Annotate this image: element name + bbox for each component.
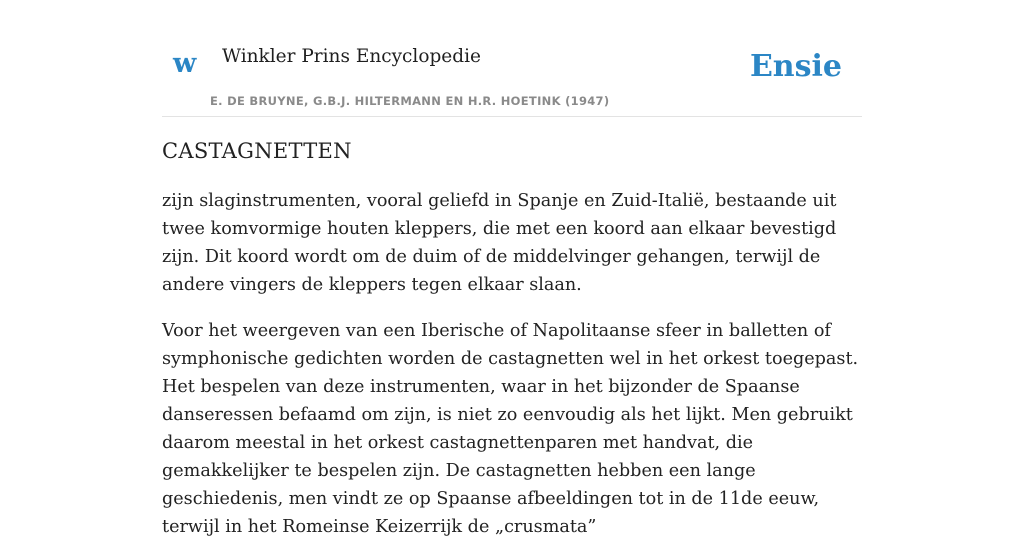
article bbox=[162, 138, 862, 559]
authors-line: E. DE BRUYNE, G.B.J. HILTERMANN EN H.R. HOETINK (1947) bbox=[210, 94, 610, 108]
article-paragraph: Voor het weergeven van een Iberische of Napolitaanse sfeer in balletten of symphonische gedichten worden de castagnetten wel in het orkest toegepast. Het bespelen van deze instrumenten, waar in het bijzonder de Spaanse danseressen befaamd om zijn, is niet zo eenvoudig als het lijkt. Men gebruikt daarom meestal in het orkest castagnettenparen met handvat, die gemakkelijker te bespelen zijn. De castagnetten hebben een lange geschiedenis, men vindt ze op Spaanse afbeeldingen tot in de 11de eeuw, terwijl in het Romeinse Keizerrijk de „crusmata” bbox=[162, 321, 859, 538]
ensie-logo[interactable]: Ensie bbox=[749, 49, 842, 84]
entry-title: CASTAGNETTEN bbox=[162, 139, 352, 163]
source-title[interactable]: Winkler Prins Encyclopedie bbox=[222, 46, 481, 67]
site-header bbox=[162, 0, 862, 117]
winkler-prins-logo[interactable]: w bbox=[173, 48, 197, 79]
article-paragraph: zijn slaginstrumenten, vooral geliefd in Spanje en Zuid-Italië, bestaande uit twee komvormige houten kleppers, die met een koord aan elkaar bevestigd zijn. Dit koord wordt om de duim of de middelvinger gehangen, terwijl de andere vingers de kleppers tegen elkaar slaan. bbox=[162, 191, 837, 296]
